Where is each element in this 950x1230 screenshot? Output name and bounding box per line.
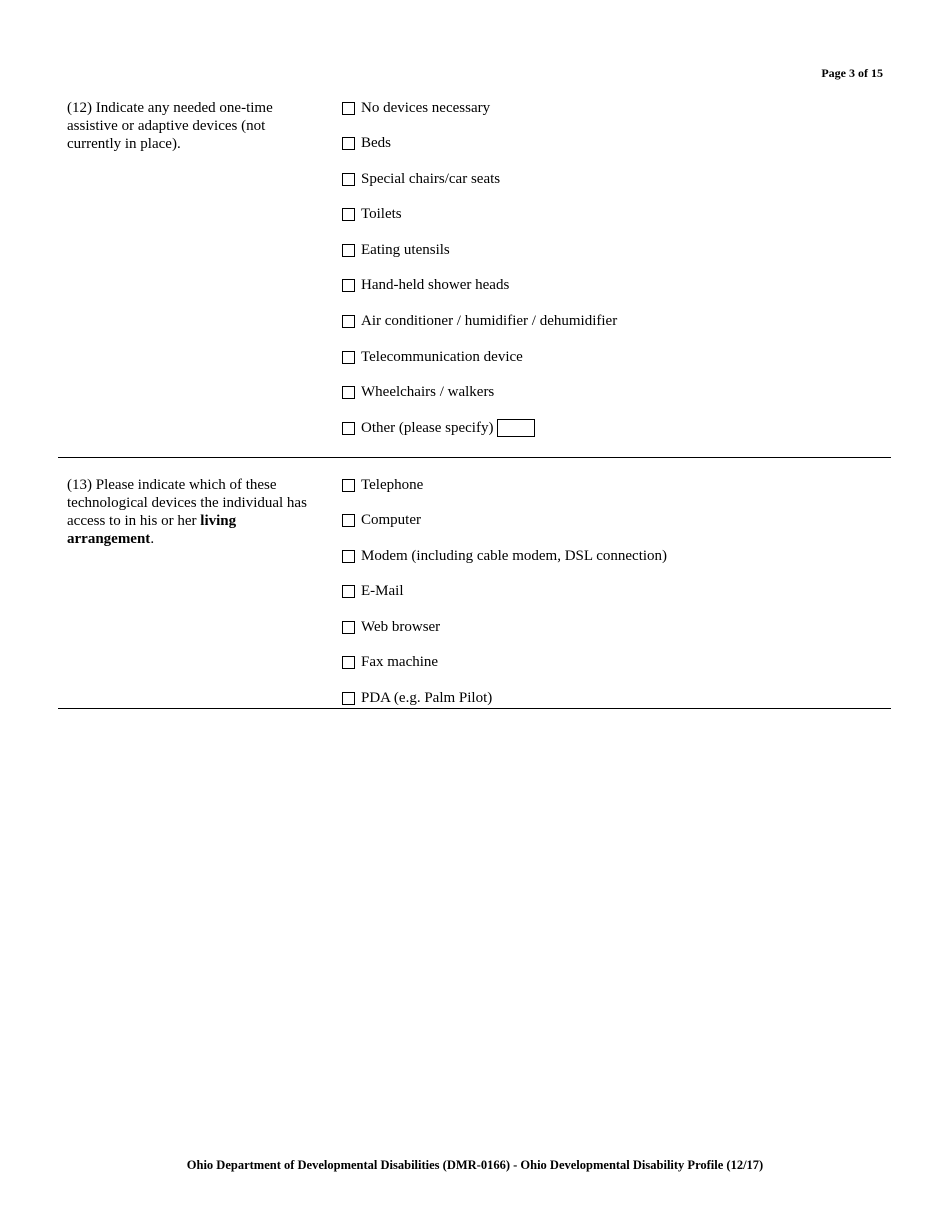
option-label: Eating utensils bbox=[361, 241, 450, 258]
prompt-end: . bbox=[150, 531, 155, 547]
option-label: Special chairs/car seats bbox=[361, 170, 501, 187]
option-toilets[interactable] bbox=[342, 206, 617, 224]
option-fax-machine[interactable] bbox=[342, 654, 667, 672]
other-specify-field[interactable] bbox=[497, 419, 535, 437]
option-label: Hand-held shower heads bbox=[361, 277, 510, 294]
option-label: PDA (e.g. Palm Pilot) bbox=[361, 690, 493, 707]
section-divider bbox=[58, 457, 891, 458]
option-air-conditioner[interactable] bbox=[342, 313, 617, 331]
checkbox[interactable] bbox=[342, 279, 355, 292]
question-12-prompt: (12) Indicate any needed one-time assistive or adaptive devices (not currently in place). bbox=[67, 100, 273, 152]
option-label: Toilets bbox=[361, 206, 402, 223]
checkbox[interactable] bbox=[342, 173, 355, 186]
option-wheelchairs[interactable] bbox=[342, 384, 617, 402]
option-label: Web browser bbox=[361, 618, 441, 635]
option-label: Other (please specify) bbox=[361, 419, 494, 436]
option-web-browser[interactable] bbox=[342, 618, 667, 636]
section-divider bbox=[58, 708, 891, 709]
option-label: E-Mail bbox=[361, 583, 404, 600]
question-12-options bbox=[342, 99, 617, 455]
option-beds[interactable] bbox=[342, 135, 617, 153]
checkbox[interactable] bbox=[342, 208, 355, 221]
option-label: Modem (including cable modem, DSL connection) bbox=[361, 547, 668, 564]
checkbox[interactable] bbox=[342, 244, 355, 257]
checkbox[interactable] bbox=[342, 514, 355, 527]
option-label: Telecommunication device bbox=[361, 348, 523, 365]
checkbox[interactable] bbox=[342, 656, 355, 669]
option-shower-heads[interactable] bbox=[342, 277, 617, 295]
option-label: Fax machine bbox=[361, 654, 439, 671]
page-number: Page 3 of 15 bbox=[821, 66, 883, 80]
question-13-prompt bbox=[67, 476, 307, 548]
option-eating-utensils[interactable] bbox=[342, 241, 617, 259]
option-modem[interactable] bbox=[342, 547, 667, 565]
option-label: Computer bbox=[361, 512, 421, 529]
option-telephone[interactable] bbox=[342, 476, 667, 494]
prompt-emphasis: living arrangement bbox=[67, 513, 237, 547]
option-label: Telephone bbox=[361, 476, 424, 493]
checkbox[interactable] bbox=[342, 102, 355, 115]
checkbox[interactable] bbox=[342, 137, 355, 150]
checkbox[interactable] bbox=[342, 621, 355, 634]
checkbox[interactable] bbox=[342, 422, 355, 435]
option-label: Air conditioner / humidifier / dehumidifier bbox=[361, 313, 618, 330]
checkbox[interactable] bbox=[342, 386, 355, 399]
question-13-options bbox=[342, 476, 667, 725]
option-label: Beds bbox=[361, 135, 391, 152]
option-no-devices[interactable] bbox=[342, 99, 617, 117]
option-email[interactable] bbox=[342, 583, 667, 601]
page-footer: Ohio Department of Developmental Disabilities (DMR-0166) - Ohio Developmental Disability Profile (12/17) bbox=[186, 1158, 764, 1172]
checkbox[interactable] bbox=[342, 585, 355, 598]
option-telecommunication[interactable] bbox=[342, 348, 617, 366]
checkbox[interactable] bbox=[342, 692, 355, 705]
checkbox[interactable] bbox=[342, 550, 355, 563]
checkbox[interactable] bbox=[342, 479, 355, 492]
prompt-text: (13) Please indicate which of these technological devices the individual has access to in his or her bbox=[67, 477, 307, 529]
option-label: Wheelchairs / walkers bbox=[361, 384, 495, 401]
checkbox[interactable] bbox=[342, 351, 355, 364]
option-label: No devices necessary bbox=[361, 99, 491, 116]
checkbox[interactable] bbox=[342, 315, 355, 328]
option-pda[interactable] bbox=[342, 690, 667, 708]
option-computer[interactable] bbox=[342, 512, 667, 530]
option-special-chairs[interactable] bbox=[342, 170, 617, 188]
option-other[interactable] bbox=[342, 419, 617, 437]
